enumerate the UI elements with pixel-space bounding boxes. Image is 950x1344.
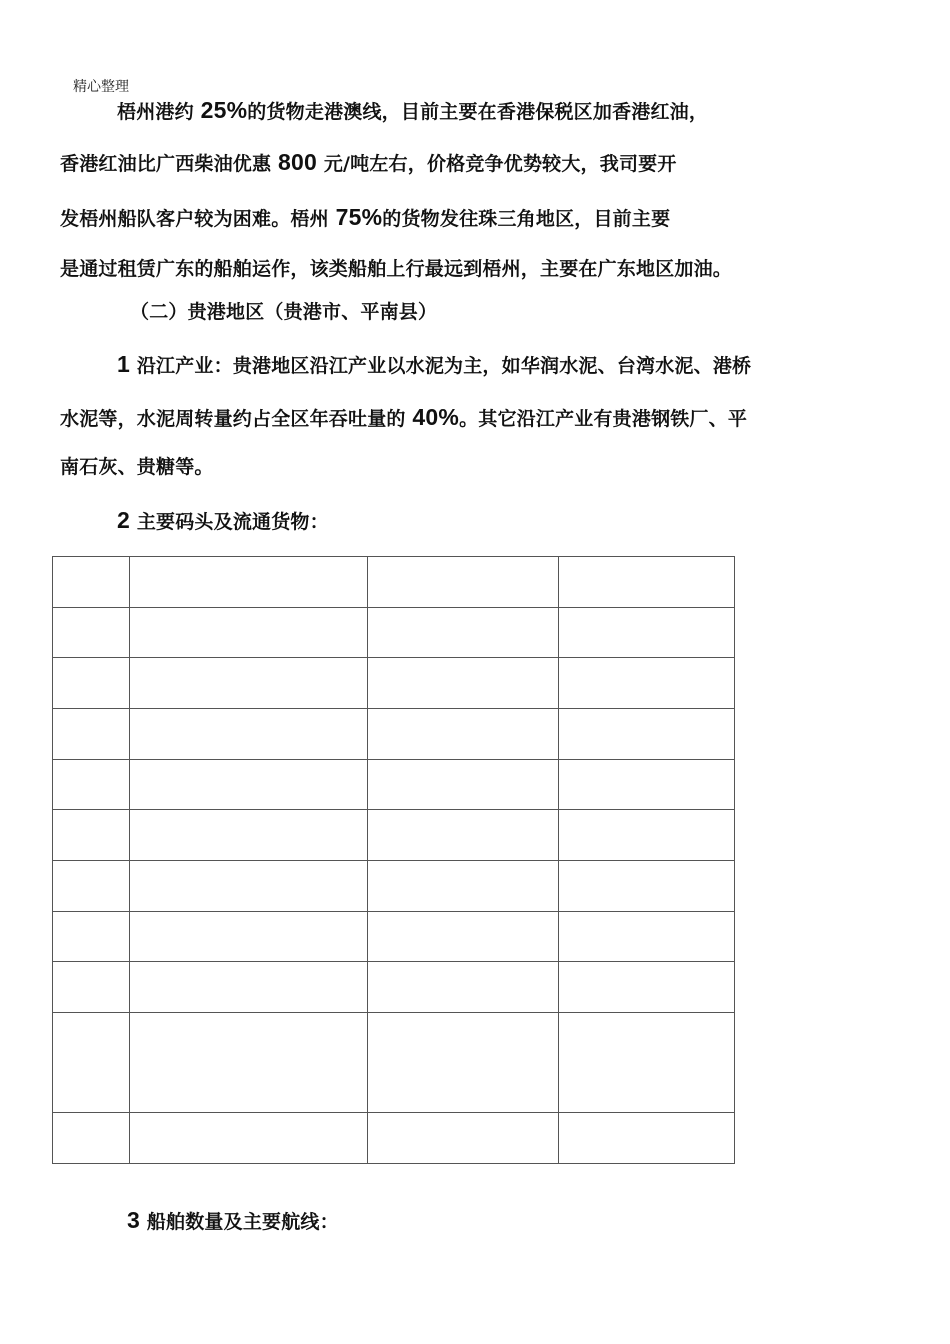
table-row	[53, 760, 735, 810]
table-row	[53, 962, 735, 1013]
text-segment: 。其它沿江产业有贵港钢铁厂、平	[459, 408, 748, 430]
number-segment: 800	[278, 149, 317, 175]
item-1-line: 南石灰、贵糖等。	[60, 456, 214, 478]
table-cell	[368, 709, 559, 760]
section-heading: （二）贵港地区（贵港市、平南县）	[130, 301, 438, 323]
table-cell	[53, 608, 130, 658]
table-cell	[130, 912, 368, 962]
table-row	[53, 1013, 735, 1113]
item-3-heading	[127, 1207, 339, 1235]
paragraph-line	[60, 149, 677, 177]
table-cell	[130, 962, 368, 1013]
table-cell	[559, 557, 735, 608]
text-segment: 香港红油比广西柴油优惠	[60, 153, 279, 175]
table-row	[53, 861, 735, 912]
table-cell	[130, 861, 368, 912]
table-cell	[53, 557, 130, 608]
paragraph-line: 是通过租赁广东的船舶运作，该类船舶上行最远到梧州，主要在广东地区加油。	[60, 258, 733, 280]
table-row	[53, 1113, 735, 1164]
table-cell	[53, 1113, 130, 1164]
table-cell	[130, 1113, 368, 1164]
table-cell	[559, 658, 735, 709]
item-number: 2	[117, 507, 130, 533]
table-cell	[559, 962, 735, 1013]
table-cell	[559, 760, 735, 810]
table-cell	[368, 658, 559, 709]
table-cell	[368, 608, 559, 658]
table-row	[53, 608, 735, 658]
table-cell	[559, 810, 735, 861]
paragraph-line	[60, 204, 670, 232]
table-row	[53, 658, 735, 709]
text-segment: 发梧州船队客户较为困难。梧州	[60, 208, 336, 230]
table-cell	[130, 557, 368, 608]
table-cell	[559, 1013, 735, 1113]
text-segment: 水泥等，水泥周转量约占全区年吞吐量的	[60, 408, 413, 430]
table-row	[53, 557, 735, 608]
table-cell	[368, 962, 559, 1013]
text-segment: 的货物走港澳线，目前主要在香港保税区加香港红油，	[247, 101, 709, 123]
table-row	[53, 709, 735, 760]
number-segment: 25%	[200, 97, 248, 123]
table-cell	[130, 608, 368, 658]
table-cell	[559, 1113, 735, 1164]
table-cell	[130, 709, 368, 760]
table-cell	[130, 760, 368, 810]
table-cell	[368, 861, 559, 912]
table-cell	[53, 760, 130, 810]
item-1-line	[117, 351, 751, 379]
table-cell	[559, 861, 735, 912]
text-segment: 的货物发往珠三角地区，目前主要	[382, 208, 671, 230]
table-cell	[53, 912, 130, 962]
item-number: 1	[117, 351, 130, 377]
text-segment: 主要码头及流通货物：	[130, 511, 329, 533]
table-cell	[53, 861, 130, 912]
item-number: 3	[127, 1207, 140, 1233]
header-watermark-text: 精心整理	[73, 79, 129, 95]
text-segment: 船舶数量及主要航线：	[140, 1211, 339, 1233]
table-cell	[130, 1013, 368, 1113]
text-segment: 元/吨左右，价格竞争优势较大，我司要开	[317, 153, 677, 175]
table-cell	[368, 912, 559, 962]
table-cell	[368, 1013, 559, 1113]
number-segment: 75%	[335, 204, 383, 230]
item-1-line	[60, 404, 747, 432]
table-cell	[130, 658, 368, 709]
table-cell	[559, 912, 735, 962]
item-2-heading	[117, 507, 329, 535]
text-segment: 梧州港约	[117, 101, 201, 123]
text-segment: 沿江产业：贵港地区沿江产业以水泥为主，如华润水泥、台湾水泥、港桥	[130, 355, 752, 377]
table-cell	[130, 810, 368, 861]
table-row	[53, 912, 735, 962]
table-cell	[559, 709, 735, 760]
number-segment: 40%	[412, 404, 460, 430]
table-cell	[559, 608, 735, 658]
table-cell	[53, 658, 130, 709]
table-cell	[53, 1013, 130, 1113]
table-cell	[368, 810, 559, 861]
table-cell	[53, 962, 130, 1013]
table-cell	[368, 760, 559, 810]
paragraph-line	[117, 97, 708, 125]
table-row	[53, 810, 735, 861]
table-cell	[368, 557, 559, 608]
table-cell	[53, 810, 130, 861]
table-cell	[53, 709, 130, 760]
docks-cargo-table	[52, 556, 735, 1164]
table-cell	[368, 1113, 559, 1164]
